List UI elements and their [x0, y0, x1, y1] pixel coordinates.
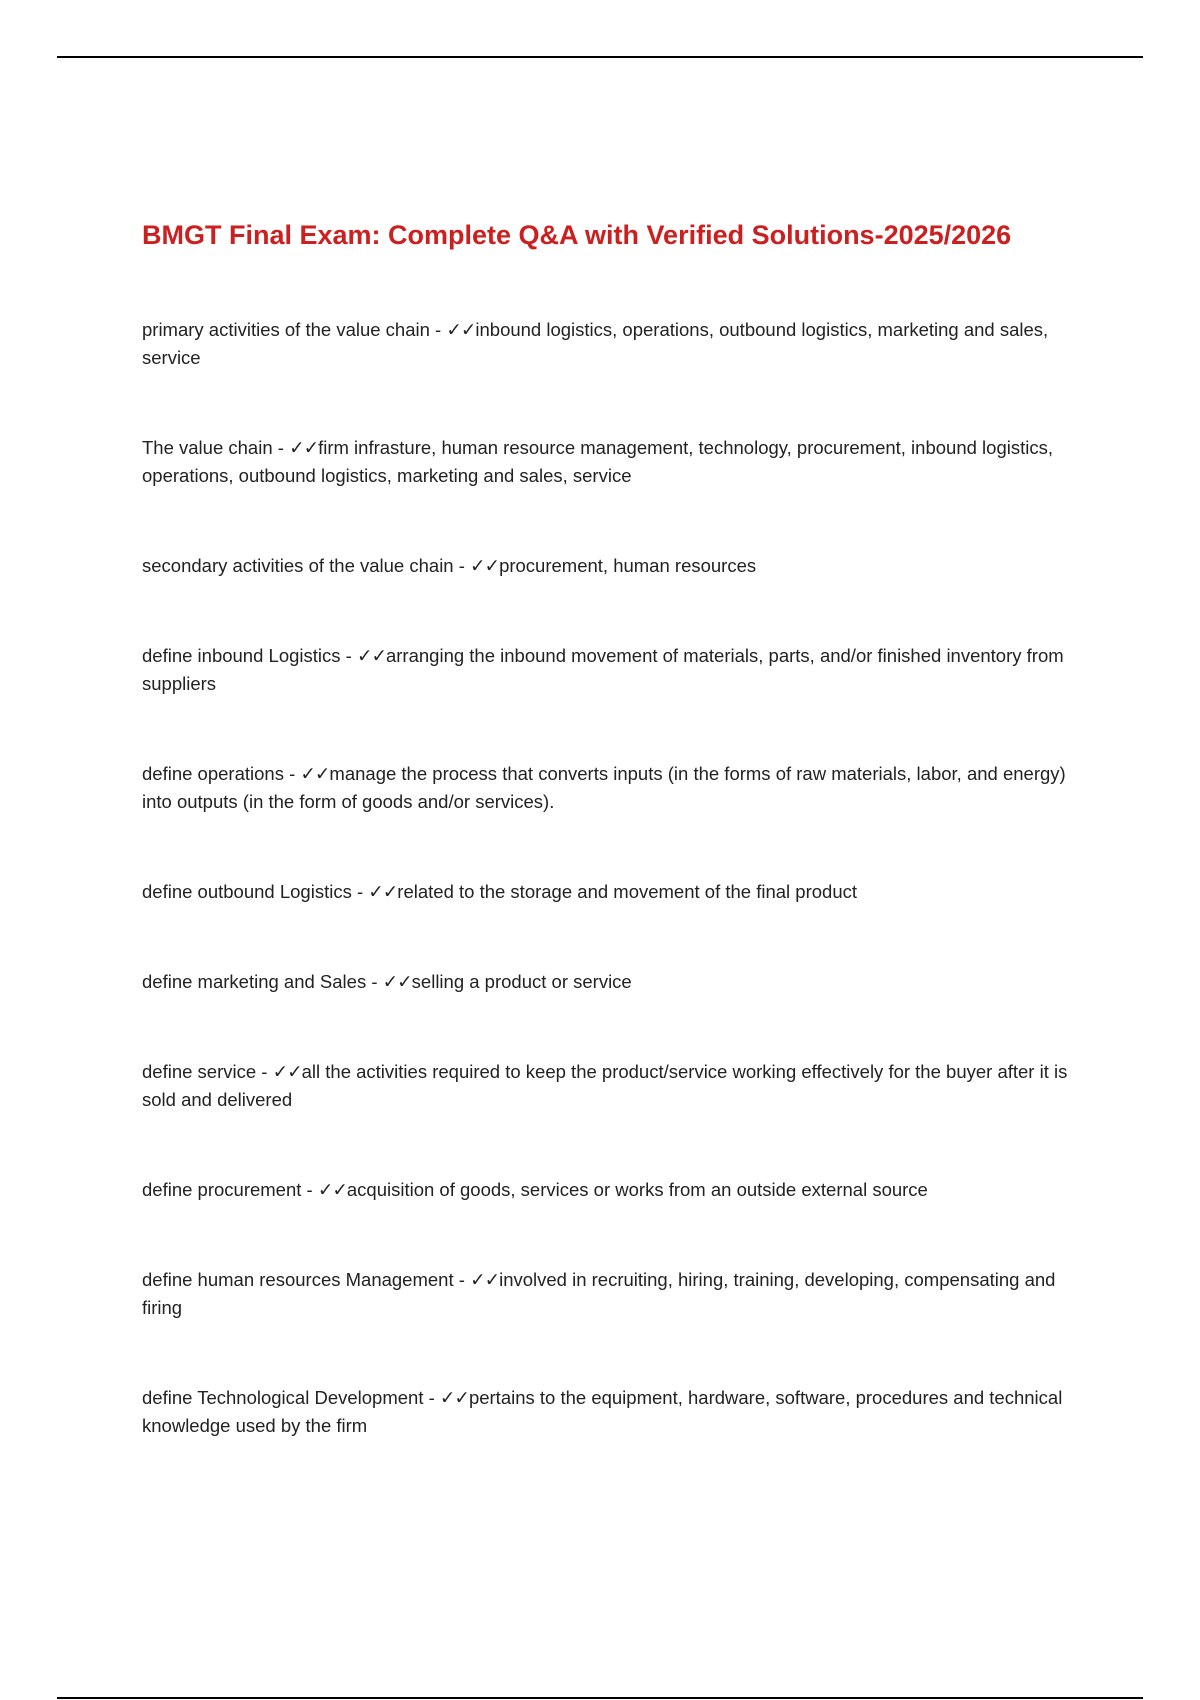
- separator: -: [366, 971, 383, 992]
- question: define outbound Logistics: [142, 881, 352, 902]
- answer: related to the storage and movement of the final product: [397, 881, 857, 902]
- check-icon: ✓✓: [470, 1269, 500, 1290]
- qa-item: [142, 1176, 1072, 1204]
- separator: -: [453, 1269, 471, 1290]
- separator: -: [340, 645, 357, 666]
- qa-item: [142, 1266, 1072, 1322]
- question: The value chain: [142, 437, 273, 458]
- qa-item: [142, 968, 1072, 996]
- qa-item: [142, 434, 1072, 490]
- check-icon: ✓✓: [368, 881, 398, 902]
- answer: all the activities required to keep the product/service working effectively for the buyer after it is sold and delivered: [142, 1061, 1068, 1110]
- question: define operations: [142, 763, 284, 784]
- question: define service: [142, 1061, 257, 1082]
- check-icon: ✓✓: [446, 319, 476, 340]
- check-icon: ✓✓: [439, 1387, 469, 1408]
- question: define human resources Management: [142, 1269, 454, 1290]
- qa-item: [142, 1058, 1072, 1114]
- qa-item: [142, 1384, 1072, 1440]
- question: define marketing and Sales: [142, 971, 367, 992]
- answer: selling a product or service: [411, 971, 632, 992]
- separator: -: [423, 1387, 440, 1408]
- qa-item: [142, 760, 1072, 816]
- answer: acquisition of goods, services or works from an outside external source: [346, 1179, 928, 1200]
- question: secondary activities of the value chain: [142, 555, 454, 576]
- check-icon: ✓✓: [317, 1179, 347, 1200]
- document-title: BMGT Final Exam: Complete Q&A with Verified Solutions-2025/2026: [142, 220, 1012, 250]
- answer: inbound logistics, operations, outbound logistics, marketing and sales, service: [142, 319, 1049, 368]
- separator: -: [283, 763, 301, 784]
- question: primary activities of the value chain: [142, 319, 430, 340]
- check-icon: ✓✓: [382, 971, 412, 992]
- check-icon: ✓✓: [356, 645, 386, 666]
- question: define Technological Development: [142, 1387, 424, 1408]
- separator: -: [453, 555, 471, 576]
- qa-item: [142, 552, 1072, 580]
- separator: -: [351, 881, 369, 902]
- separator: -: [429, 319, 447, 340]
- answer: arranging the inbound movement of materials, parts, and/or finished inventory from suppliers: [142, 645, 1064, 694]
- qa-item: [142, 878, 1072, 906]
- top-rule: [57, 56, 1143, 58]
- answer: manage the process that converts inputs (in the forms of raw materials, labor, and energy) into outputs (in the form of goods and/or services).: [142, 763, 1066, 812]
- bottom-rule: [57, 1697, 1143, 1699]
- question: define procurement: [142, 1179, 302, 1200]
- answer: involved in recruiting, hiring, training, developing, compensating and firing: [142, 1269, 1056, 1318]
- answer: procurement, human resources: [499, 555, 757, 576]
- qa-item: [142, 316, 1072, 372]
- check-icon: ✓✓: [470, 555, 500, 576]
- check-icon: ✓✓: [272, 1061, 302, 1082]
- check-icon: ✓✓: [289, 437, 319, 458]
- qa-item: [142, 642, 1072, 698]
- separator: -: [301, 1179, 318, 1200]
- separator: -: [256, 1061, 273, 1082]
- check-icon: ✓✓: [300, 763, 330, 784]
- answer: firm infrasture, human resource management, technology, procurement, inbound logistics, operations, outbound logistics, marketing and sales, service: [142, 437, 1053, 486]
- question: define inbound Logistics: [142, 645, 341, 666]
- separator: -: [272, 437, 290, 458]
- answer: pertains to the equipment, hardware, software, procedures and technical knowledge used by the firm: [142, 1387, 1063, 1436]
